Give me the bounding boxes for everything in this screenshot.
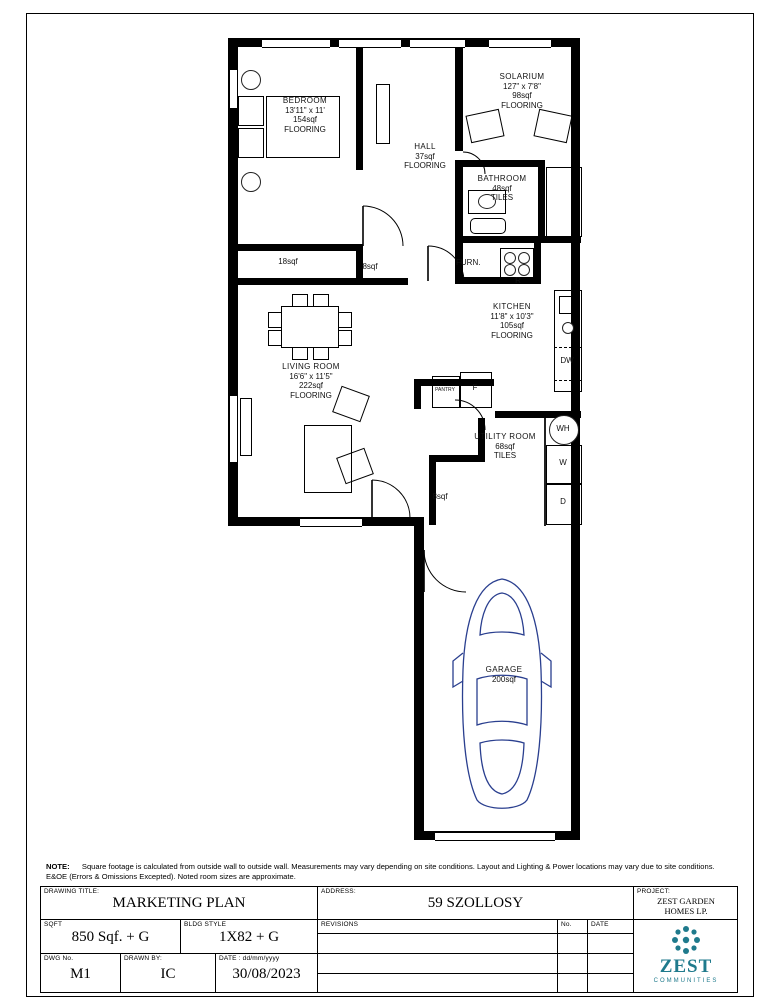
room-label-garage: GARAGE 200sqf	[485, 665, 523, 684]
wall-kitchen-left	[414, 379, 421, 409]
toilet-box	[470, 218, 506, 234]
dwg-no-caption: DWG No.	[44, 955, 74, 962]
wall-solarium-bottom	[463, 160, 545, 167]
pantry-label: PANTRY	[435, 387, 455, 393]
range-burner-4	[518, 264, 530, 276]
living-tv	[240, 398, 252, 456]
dining-table	[281, 306, 339, 348]
cell-date	[216, 954, 318, 993]
cell-drawing-title	[41, 887, 318, 920]
project-line1: ZEST GARDEN	[657, 896, 715, 906]
cell-revisions-header	[318, 920, 558, 934]
wall-bath-bottom	[463, 236, 581, 243]
window-left-bedroom	[229, 70, 238, 108]
bldg-style-caption: BLDG STYLE	[184, 921, 227, 928]
dining-chair-3	[338, 312, 352, 328]
note-text: Square footage is calculated from outside wall to outside wall. Measurements may vary depending on site conditions. Layout and Lighting & Power locations may vary due to site conditions. E&OE (Errors & Omissions Excepted). Noted room sizes are approximate.	[46, 862, 715, 881]
drawing-title-value: MARKETING PLAN	[112, 895, 246, 911]
revisions-date-caption: DATE	[591, 921, 609, 928]
room-label-bedroom: BEDROOM 13'11" x 11' 154sqf FLOORING	[282, 96, 328, 134]
washer-label: W	[559, 458, 567, 467]
note-label: NOTE:	[46, 862, 70, 871]
dining-chair-2	[268, 330, 282, 346]
range-burner-1	[504, 252, 516, 264]
room-label-utility: UTILITY ROOM 68sqf TILES	[474, 432, 536, 460]
bedroom-tv	[376, 84, 390, 144]
address-caption: ADDRESS:	[321, 888, 356, 895]
furnace-label: FURN.	[456, 258, 481, 267]
revision-row-2-no[interactable]	[558, 954, 588, 974]
wall-garage-right	[571, 520, 580, 840]
dining-chair-7	[292, 347, 308, 360]
revision-row-3-no[interactable]	[558, 974, 588, 993]
water-heater-label: WH	[556, 424, 570, 433]
closet-area-8b: 8sqf	[432, 492, 448, 501]
room-label-kitchen: KITCHEN 11'8" x 10'3" 105sqf FLOORING	[490, 302, 534, 340]
revisions-no-caption: No.	[561, 921, 572, 928]
wall-bedroom-bottom	[228, 244, 363, 251]
drawn-by-caption: DRAWN BY:	[124, 955, 163, 962]
revision-row-1-desc[interactable]	[318, 934, 558, 954]
date-value: 30/08/2023	[232, 966, 301, 982]
dining-chair-8	[313, 347, 329, 360]
window-left-living	[229, 396, 238, 462]
solarium-chair-2	[533, 109, 572, 143]
cell-project	[634, 887, 738, 920]
dining-chair-6	[313, 294, 329, 307]
revision-row-3-date[interactable]	[588, 974, 634, 993]
revision-row-2-date[interactable]	[588, 954, 634, 974]
solarium-chair-1	[465, 109, 504, 143]
window-living-bottom	[300, 518, 362, 527]
revision-row-1-date[interactable]	[588, 934, 634, 954]
closet-area-18: 18sqf	[278, 257, 298, 266]
note-block	[46, 862, 730, 882]
fridge-label: F	[472, 383, 478, 392]
bldg-style-value: 1X82 + G	[218, 929, 280, 945]
project-caption: PROJECT:	[637, 888, 671, 895]
zest-logo-subtext: COMMUNITIES	[653, 978, 719, 984]
cell-revisions-date-header	[588, 920, 634, 934]
car-icon	[447, 575, 557, 815]
revision-row-1-no[interactable]	[558, 934, 588, 954]
sqft-value: 850 Sqf. + G	[71, 929, 150, 945]
title-block	[40, 886, 738, 993]
dining-chair-4	[338, 330, 352, 346]
dining-chair-5	[292, 294, 308, 307]
closet-area-8a: 8sqf	[362, 262, 378, 271]
dryer-label: D	[560, 497, 566, 506]
revision-row-3-desc[interactable]	[318, 974, 558, 993]
cell-drawn-by	[121, 954, 216, 993]
dining-chair-1	[268, 312, 282, 328]
shower-enclosure	[546, 167, 582, 237]
drawing-title-caption: DRAWING TITLE:	[44, 888, 100, 895]
range-burner-3	[504, 264, 516, 276]
dishwasher-label: DW	[560, 356, 574, 365]
date-caption: DATE : dd/mm/yyyy	[219, 955, 280, 962]
cell-revisions-no-header	[558, 920, 588, 934]
cell-address	[318, 887, 634, 920]
ceiling-light-bedroom-1	[241, 70, 261, 90]
address-value: 59 SZOLLOSY	[427, 895, 524, 911]
window-top-4	[489, 39, 551, 48]
range-label: R	[515, 276, 521, 285]
zest-logo	[634, 924, 738, 984]
dwg-no-value: M1	[70, 966, 91, 982]
room-label-living: LIVING ROOM 16'6" x 11'5" 222sqf FLOORING	[282, 362, 340, 400]
room-label-solarium: SOLARIUM 127" x 7'8" 98sqf FLOORING	[499, 72, 545, 110]
wall-utility-left	[429, 455, 436, 525]
wall-furnace-right	[534, 243, 541, 284]
garage-door	[435, 832, 555, 841]
window-top-2	[339, 39, 401, 48]
cell-dwg-no	[41, 954, 121, 993]
project-line2: HOMES LP.	[664, 906, 708, 916]
drawn-by-value: IC	[160, 966, 176, 982]
flower-icon	[669, 924, 703, 956]
revision-row-2-desc[interactable]	[318, 954, 558, 974]
revisions-caption: REVISIONS	[321, 921, 359, 928]
wall-closet-bottom	[228, 278, 408, 285]
cell-bldg-style	[181, 920, 318, 954]
cell-logo	[634, 920, 738, 993]
window-top-1	[262, 39, 330, 48]
room-label-bathroom: BATHROOM 48sqf TILES	[477, 174, 527, 202]
cell-sqft	[41, 920, 181, 954]
zest-logo-text: ZEST	[659, 956, 713, 977]
sqft-caption: SQFT	[44, 921, 63, 928]
wall-garage-left	[414, 520, 424, 840]
ceiling-light-bedroom-2	[241, 172, 261, 192]
room-label-hall: HALL 37sqf FLOORING	[404, 142, 446, 170]
range-burner-2	[518, 252, 530, 264]
